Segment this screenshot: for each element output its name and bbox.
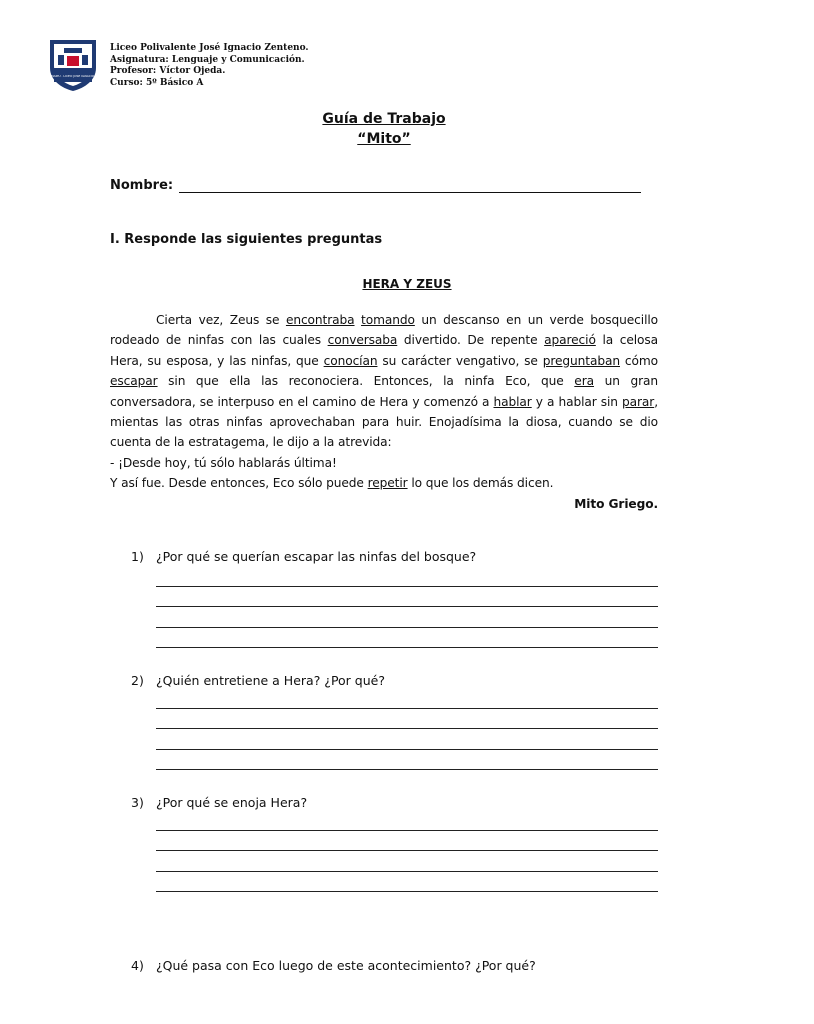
answer-lines-1[interactable] [156, 566, 658, 648]
story-text [110, 310, 658, 514]
logo-text: COLEGIO MAIPU · LICEO JOSE IGNACIO ZENTENO [36, 74, 110, 78]
question-2: 2) ¿Quién entretiene a Hera? ¿Por qué? [131, 673, 385, 688]
story-title: HERA Y ZEUS [362, 277, 452, 291]
question-1: 1) ¿Por qué se querían escapar las ninfas del bosque? [131, 549, 477, 564]
story-paragraph-1: Cierta vez, Zeus se encontraba tomando un descanso en un verde bosquecillo rodeado de ninfas con las cuales conversaba divertido. De repente apareció la celosa Hera, su esposa, y las ninfas, que conocían su carácter vengativo, se preguntaban cómo escapar sin que ella las reconociera. Entonces, la ninfa Eco, que era un gran conversadora, se interpuso en el camino de Hera y comenzó a hablar y a hablar sin parar, mientas las otras ninfas aprovechaban para huir. Enojadísima la diosa, cuando se dio cuenta de la estratagema, le dijo a la atrevida: [110, 313, 659, 450]
answer-lines-2[interactable] [156, 688, 658, 770]
teacher: Profesor: Víctor Ojeda. [110, 66, 226, 76]
answer-line[interactable] [156, 688, 658, 709]
answer-line[interactable] [156, 729, 658, 750]
answer-line[interactable] [156, 810, 658, 831]
name-label: Nombre: [110, 178, 174, 193]
answer-line[interactable] [156, 709, 658, 730]
section-heading: I. Responde las siguientes preguntas [110, 232, 383, 247]
answer-line[interactable] [156, 851, 658, 872]
story-paragraph-3: Y así fue. Desde entonces, Eco sólo puede repetir lo que los demás dicen. [110, 476, 554, 491]
answer-line[interactable] [156, 587, 658, 608]
question-4: 4) ¿Qué pasa con Eco luego de este acontecimiento? ¿Por qué? [131, 958, 536, 973]
school-info [110, 43, 309, 89]
school-name: Liceo Polivalente José Ignacio Zenteno. [110, 43, 309, 53]
page-title: Guía de Trabajo [322, 111, 446, 127]
answer-line[interactable] [156, 607, 658, 628]
answer-lines-3[interactable] [156, 810, 658, 892]
answer-line[interactable] [156, 831, 658, 852]
name-field[interactable] [179, 178, 641, 193]
story-paragraph-2: - ¡Desde hoy, tú sólo hablarás última! [110, 455, 337, 470]
answer-line[interactable] [156, 628, 658, 649]
name-row [110, 178, 641, 193]
page-subtitle: “Mito” [357, 131, 411, 147]
answer-line[interactable] [156, 872, 658, 893]
course: Curso: 5º Básico A [110, 77, 204, 88]
answer-line[interactable] [156, 566, 658, 587]
question-3: 3) ¿Por qué se enoja Hera? [131, 795, 308, 810]
answer-line[interactable] [156, 750, 658, 771]
story-signature: Mito Griego. [574, 496, 658, 511]
school-crest-icon [36, 38, 110, 92]
subject: Asignatura: Lenguaje y Comunicación. [110, 54, 305, 65]
